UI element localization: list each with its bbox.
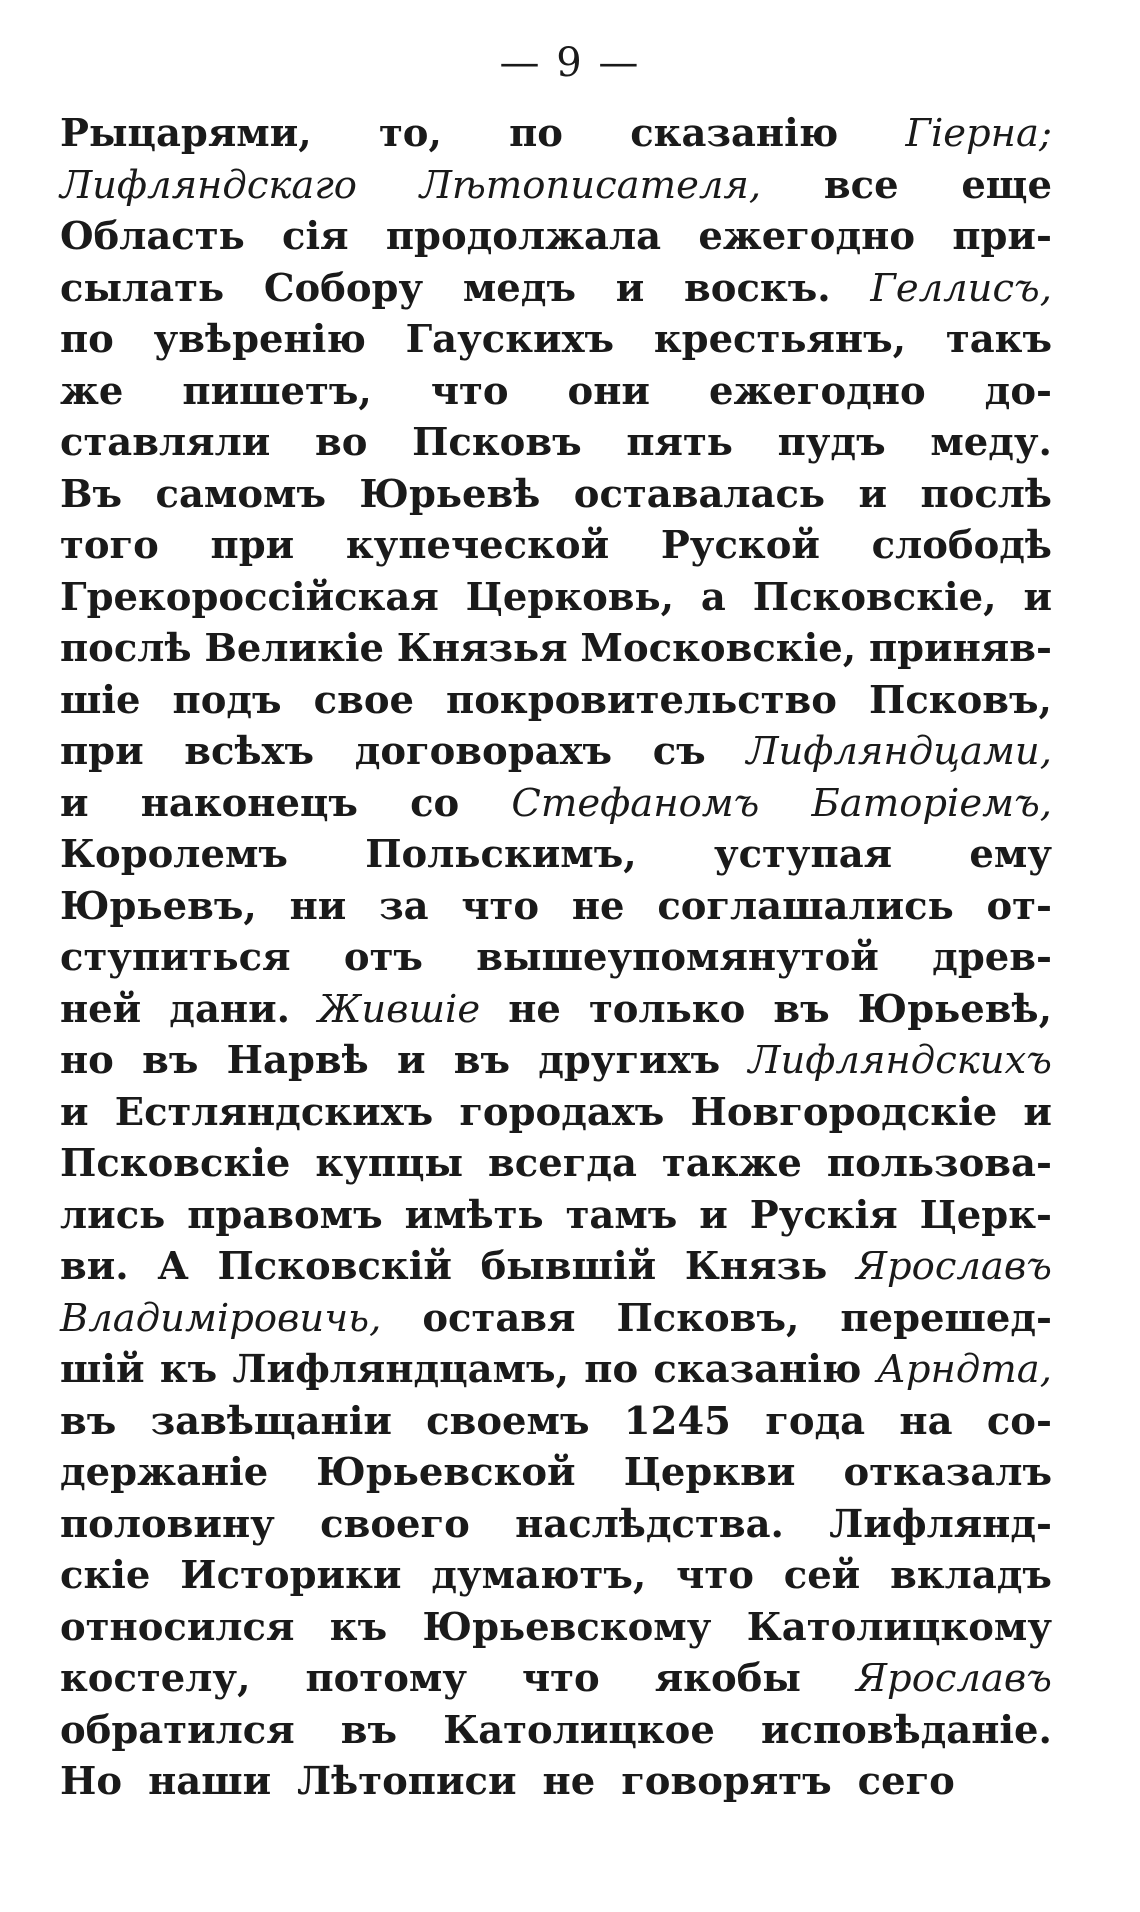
- word: другихъ: [538, 1038, 721, 1083]
- word: от-: [986, 883, 1052, 929]
- word: не: [542, 1759, 596, 1804]
- word: въ: [340, 1707, 398, 1753]
- text-line: [60, 1756, 1052, 1808]
- word: Церк-: [919, 1192, 1052, 1238]
- italic-word: Баторіемъ,: [811, 780, 1052, 826]
- word: приняв-: [868, 626, 1052, 671]
- word: Лифляндцамъ,: [232, 1347, 569, 1392]
- word: Въ: [60, 471, 123, 517]
- word: продолжала: [385, 214, 662, 259]
- word: Псковъ: [412, 420, 582, 465]
- word: послѣ: [920, 471, 1052, 517]
- text-line: [60, 417, 1052, 469]
- word: не: [508, 986, 561, 1032]
- text-line: [60, 263, 1052, 315]
- word: завѣщаніи: [150, 1398, 392, 1444]
- word: Польскимъ,: [365, 832, 637, 877]
- word: вышеупомянутой: [476, 935, 879, 980]
- word: Католицкому: [746, 1604, 1052, 1650]
- word: оставалась: [573, 471, 826, 517]
- word: что: [430, 368, 509, 414]
- word: Католицкое: [443, 1707, 715, 1753]
- word: по: [509, 111, 563, 156]
- word: воскъ.: [684, 265, 831, 311]
- word: при: [210, 523, 295, 568]
- text-line: [60, 1241, 1052, 1293]
- word: вкладъ: [890, 1553, 1052, 1598]
- text-line: [60, 366, 1052, 418]
- word: древ-: [932, 935, 1052, 980]
- word: Юрьевскому: [422, 1604, 712, 1650]
- word: бывшій: [480, 1244, 657, 1289]
- word: ней: [60, 986, 142, 1032]
- word: своего: [320, 1501, 470, 1547]
- word: все: [823, 162, 899, 208]
- text-line: [60, 726, 1052, 778]
- word: и: [615, 265, 645, 311]
- word: Естляндскихъ: [114, 1089, 434, 1135]
- word: половину: [60, 1501, 275, 1547]
- word: Юрьевъ,: [60, 883, 257, 929]
- text-line: [60, 1653, 1052, 1705]
- word: Нарвѣ: [226, 1038, 369, 1083]
- word: того: [60, 523, 159, 568]
- italic-word: Арндта,: [876, 1347, 1052, 1392]
- word: по: [584, 1347, 639, 1392]
- word: отъ: [343, 935, 423, 980]
- word: до-: [984, 368, 1052, 414]
- text-line: [60, 1035, 1052, 1087]
- word: Юрьевской: [316, 1450, 576, 1495]
- word: къ: [159, 1347, 218, 1392]
- word: Псковъ,: [616, 1295, 800, 1341]
- word: Королемъ: [60, 832, 288, 877]
- text-line: [60, 829, 1052, 881]
- word: говорятъ: [621, 1759, 832, 1804]
- word: Юрьевѣ,: [857, 986, 1052, 1032]
- italic-word: Ярославъ: [855, 1244, 1052, 1289]
- word: крестьянъ,: [653, 317, 907, 362]
- word: Князь: [684, 1244, 828, 1289]
- word: оставя: [422, 1295, 576, 1341]
- word: ви.: [60, 1244, 129, 1289]
- word: со-: [986, 1398, 1052, 1444]
- word: при: [60, 729, 144, 774]
- italic-word: Лифляндцами,: [746, 729, 1052, 774]
- word: лись: [60, 1192, 166, 1238]
- word: по: [60, 317, 114, 362]
- word: ни: [289, 883, 347, 929]
- word: покровительство: [446, 677, 837, 723]
- word: Новгородскіе: [690, 1089, 998, 1135]
- word: при-: [952, 214, 1052, 259]
- word: увѣренію: [153, 317, 366, 362]
- text-line: [60, 108, 1052, 160]
- word: сія: [282, 214, 349, 259]
- word: пользова-: [826, 1141, 1052, 1186]
- word: перешед-: [840, 1295, 1052, 1341]
- word: держаніе: [60, 1450, 269, 1495]
- text-line: [60, 1344, 1052, 1396]
- word: наслѣдства.: [515, 1501, 784, 1547]
- word: въ: [60, 1398, 117, 1444]
- italic-word: Лифляндскаго: [60, 162, 357, 208]
- word: Псковскіе,: [752, 574, 997, 620]
- word: относился: [60, 1604, 295, 1650]
- word: Область: [60, 214, 245, 259]
- word: Рускія: [749, 1192, 898, 1238]
- word: года: [765, 1398, 866, 1444]
- italic-word: Лифляндскихъ: [748, 1038, 1052, 1083]
- word: къ: [329, 1604, 388, 1650]
- word: что: [522, 1656, 600, 1701]
- text-line: [60, 1550, 1052, 1602]
- text-line: [60, 211, 1052, 263]
- word: купеческой: [345, 523, 610, 568]
- text-line: [60, 1705, 1052, 1757]
- word: городахъ: [459, 1089, 665, 1135]
- text-line: [60, 1396, 1052, 1448]
- word: потому: [305, 1656, 467, 1701]
- text-line: [60, 1602, 1052, 1654]
- text-line: [60, 314, 1052, 366]
- word: дани.: [169, 986, 291, 1032]
- word: въ: [453, 1038, 511, 1083]
- italic-word: Стефаномъ: [511, 780, 760, 826]
- body-text: [60, 108, 1052, 1808]
- text-line: [60, 1087, 1052, 1139]
- word: и: [858, 471, 888, 517]
- word: исповѣданіе.: [760, 1707, 1052, 1753]
- text-line: [60, 1293, 1052, 1345]
- word: Псковскіе: [60, 1141, 291, 1186]
- text-line: [60, 1499, 1052, 1551]
- word: пишетъ,: [182, 368, 372, 414]
- word: не: [571, 883, 625, 929]
- word: сказанію: [653, 1347, 862, 1392]
- word: Историки: [180, 1553, 402, 1598]
- text-line: [60, 520, 1052, 572]
- word: то,: [378, 111, 442, 156]
- word: Псковскій: [217, 1244, 452, 1289]
- word: также: [661, 1141, 802, 1186]
- word: подъ: [172, 677, 282, 723]
- word: ежегодно: [708, 368, 926, 414]
- text-line: [60, 1138, 1052, 1190]
- word: сылать: [60, 265, 225, 311]
- word: со: [410, 780, 460, 826]
- word: якобы: [654, 1656, 801, 1701]
- word: Церковь,: [465, 574, 675, 620]
- word: Псковъ,: [868, 677, 1052, 723]
- word: еще: [961, 162, 1052, 208]
- word: Великіе: [204, 626, 384, 671]
- text-line: [60, 1447, 1052, 1499]
- word: шіе: [60, 677, 141, 723]
- word: слободѣ: [871, 523, 1052, 568]
- word: Юрьевѣ: [359, 471, 541, 517]
- word: ему: [969, 832, 1052, 877]
- word: уступая: [713, 832, 893, 877]
- word: Руской: [660, 523, 820, 568]
- word: они: [567, 368, 650, 414]
- word: только: [588, 986, 746, 1032]
- text-line: [60, 881, 1052, 933]
- word: думаютъ,: [431, 1553, 647, 1598]
- word: меду.: [930, 420, 1052, 465]
- word: медъ: [462, 265, 576, 311]
- word: на: [899, 1398, 953, 1444]
- word: въ: [142, 1038, 199, 1083]
- word: во: [314, 420, 368, 465]
- word: пудъ: [777, 420, 886, 465]
- word: что: [676, 1553, 754, 1598]
- text-line: [60, 572, 1052, 624]
- word: правомъ: [187, 1192, 383, 1238]
- page-number: — 9 —: [499, 40, 641, 86]
- word: костелу,: [60, 1656, 251, 1701]
- text-line: [60, 932, 1052, 984]
- word: А: [157, 1244, 189, 1289]
- word: Церкви: [623, 1450, 796, 1495]
- word: сказанію: [630, 111, 839, 156]
- word: Рыцарями,: [60, 111, 312, 156]
- word: обратился: [60, 1707, 295, 1753]
- text-line: [60, 623, 1052, 675]
- word: наконецъ: [140, 780, 358, 826]
- word: шій: [60, 1347, 145, 1392]
- word: Собору: [263, 265, 424, 311]
- text-line: [60, 675, 1052, 727]
- text-line: [60, 160, 1052, 212]
- text-line: [60, 984, 1052, 1036]
- word: въ: [773, 986, 830, 1032]
- word: соглашались: [657, 883, 954, 929]
- text-line: [60, 1190, 1052, 1242]
- word: Лѣтописи: [297, 1759, 517, 1804]
- word: купцы: [315, 1141, 464, 1186]
- word: послѣ: [60, 626, 192, 671]
- text-line: [60, 778, 1052, 830]
- word: всѣхъ: [184, 729, 315, 774]
- word: и: [60, 780, 89, 826]
- italic-word: Владиміровичь,: [60, 1295, 382, 1341]
- word: и: [396, 1038, 426, 1083]
- word: договорахъ: [354, 729, 613, 774]
- word: Лифлянд-: [829, 1501, 1052, 1547]
- word: тамъ: [565, 1192, 678, 1238]
- word: и: [699, 1192, 728, 1238]
- word: сей: [783, 1553, 861, 1598]
- word: что: [461, 883, 540, 929]
- word: самомъ: [155, 471, 326, 517]
- word: ежегодно: [698, 214, 916, 259]
- word: всегда: [488, 1141, 637, 1186]
- word: Но: [60, 1759, 123, 1804]
- word: свое: [313, 677, 414, 723]
- word: и: [60, 1089, 89, 1135]
- word: а: [700, 574, 726, 620]
- word: Московскіе,: [580, 626, 857, 671]
- word: 1245: [623, 1398, 731, 1444]
- word: скіе: [60, 1553, 151, 1598]
- italic-word: Гіерна;: [905, 111, 1052, 156]
- italic-word: Жившіе: [318, 986, 481, 1032]
- word: ступиться: [60, 935, 291, 980]
- word: ставляли: [60, 420, 271, 465]
- word: отказалъ: [843, 1450, 1052, 1495]
- word: Грекороссійская: [60, 574, 439, 620]
- word: но: [60, 1038, 114, 1083]
- word: сего: [857, 1759, 955, 1804]
- word: съ: [652, 729, 706, 774]
- word: и: [1023, 1089, 1052, 1135]
- word: своемъ: [426, 1398, 590, 1444]
- italic-word: Геллисъ,: [870, 265, 1052, 311]
- word: Князья: [396, 626, 568, 671]
- word: за: [379, 883, 429, 929]
- italic-word: Лѣтописателя,: [419, 162, 762, 208]
- text-line: [60, 469, 1052, 521]
- word: имѣть: [404, 1192, 544, 1238]
- word: наши: [148, 1759, 272, 1804]
- word: же: [60, 368, 124, 414]
- word: пять: [626, 420, 733, 465]
- word: Гаускихъ: [405, 317, 615, 362]
- word: такъ: [945, 317, 1052, 362]
- word: и: [1023, 574, 1052, 620]
- italic-word: Ярославъ: [855, 1656, 1052, 1701]
